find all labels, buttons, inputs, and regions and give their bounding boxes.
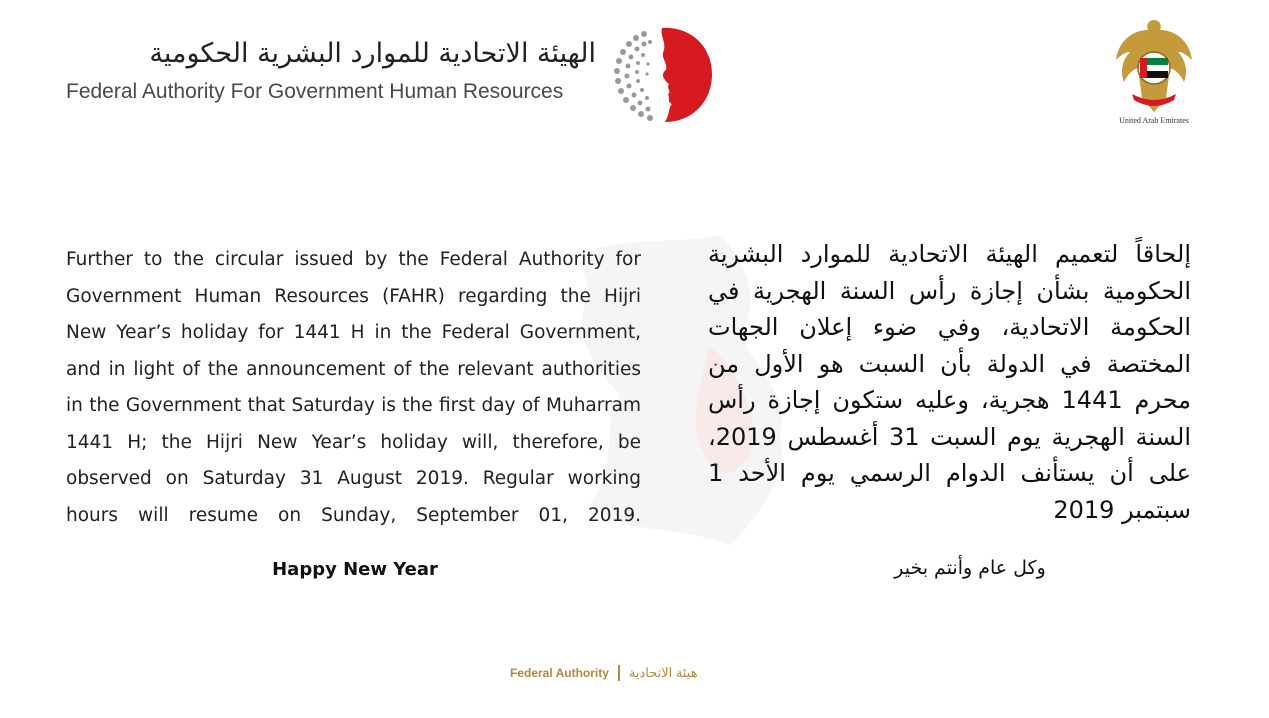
footer-label-arabic: هيئة الاتحادية xyxy=(628,665,698,680)
english-circular-text: Further to the circular issued by the Federal Authority for Government Human Resources (FAHR) regarding the Hijri New Year’s holiday for 1441 H in the Federal Government, and in light of the announcement of the relevant authorities in the Government that Saturday is the first day of Muharram 1441 H; the Hijri New Year’s holiday will, therefore, be observed on Saturday 31 August 2019. Regular working hours will resume on Sunday, September 01, 2019. xyxy=(66,249,641,526)
uae-falcon-emblem-icon xyxy=(1112,16,1196,116)
emblem-caption: United Arab Emirates xyxy=(1119,116,1189,125)
arabic-circular-text: إلحاقاً لتعميم الهيئة الاتحادية للموارد البشرية الحكومية بشأن إجازة رأس السنة الهجرية في الحكومة الاتحادية، وفي ضوء إعلان الجهات المختصة في الدولة بأن السبت هو الأول من محرم 1441 هجرية، وعليه ستكون إجازة رأس السنة الهجرية يوم السبت 31 أغسطس 2019، على أن يستأنف الدوام الرسمي يوم الأحد 1 سبتمبر 2019 xyxy=(708,240,1192,524)
footer-brand xyxy=(510,662,698,684)
fahr-profile-logo-icon xyxy=(610,22,714,126)
authority-name-arabic: الهيئة الاتحادية للموارد البشرية الحكومية xyxy=(149,38,596,69)
footer-label-english: Federal Authority xyxy=(510,666,609,680)
authority-name-english: Federal Authority For Government Human Resources xyxy=(66,80,564,103)
greeting-arabic: وكل عام وأنتم بخير xyxy=(894,557,1046,579)
footer-divider xyxy=(618,665,620,681)
greeting-english: Happy New Year xyxy=(272,559,438,580)
